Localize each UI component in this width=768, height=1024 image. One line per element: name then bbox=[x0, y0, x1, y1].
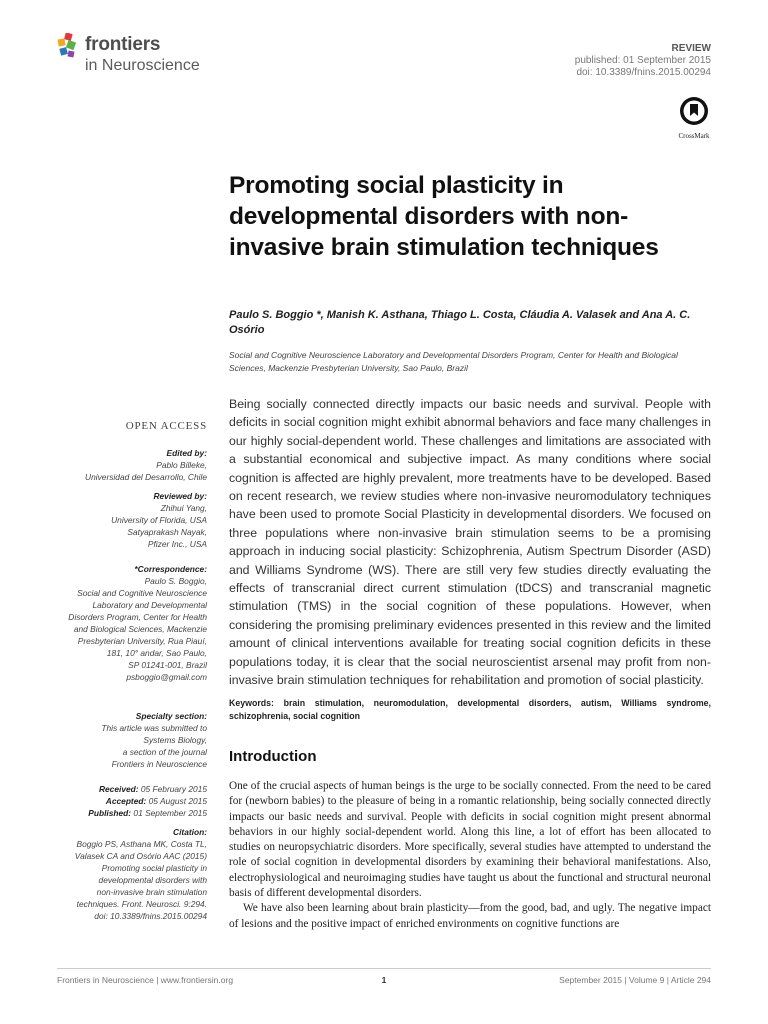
introduction-body bbox=[229, 779, 711, 932]
body-paragraph: We have also been learning about brain plasticity—from the good, bad, and ugly. The negative impact of lesions and the positive impact of enriched environments on cognitive functions are bbox=[229, 902, 711, 930]
published-date: published: 01 September 2015 bbox=[574, 55, 711, 66]
specialty-heading: Specialty section: bbox=[135, 711, 207, 721]
correspondence-line: and Biological Sciences, Mackenzie bbox=[73, 624, 207, 634]
citation-line: Promoting social plasticity in bbox=[101, 863, 207, 873]
footer-issue-info: September 2015 | Volume 9 | Article 294 bbox=[559, 975, 711, 985]
correspondence-line: Disorders Program, Center for Health bbox=[68, 612, 207, 622]
page-footer bbox=[57, 968, 711, 989]
frontiers-logo-icon bbox=[57, 33, 81, 61]
footer-journal-link[interactable]: Frontiers in Neuroscience | www.frontiersin.org bbox=[57, 975, 234, 985]
received-label: Received: bbox=[98, 784, 139, 794]
crossmark-label: CrossMark bbox=[678, 132, 710, 140]
correspondence-heading: *Correspondence: bbox=[134, 564, 207, 574]
open-access-label: OPEN ACCESS bbox=[125, 420, 207, 432]
reviewer-affiliation: Pfizer Inc., USA bbox=[147, 539, 207, 549]
article-type: REVIEW bbox=[671, 43, 711, 54]
keywords: Keywords: brain stimulation, neuromodulation, developmental disorders, autism, Williams syndrome, schizophrenia, social cognition bbox=[229, 698, 711, 721]
body-paragraph: One of the crucial aspects of human beings is the urge to be socially connected. From the need to be cared for (newborn babies) to the pleasure of being in a romantic relationship, being socially connected directly impacts our basic needs and survival. People with deficits in social cognition might present abnormal behaviors in our highly social-dependent world. Along this line, a lot of effort has been allocated to studies on neuropsychiatric disorders. More specifically, several studies have attempted to understand the role of social cognition in developmental disorders by examining their behavioral manifestations. Also, electrophysiological and neuroimaging studies have taught us about the functional and structural neuronal basis of different developmental disorders. bbox=[229, 780, 711, 900]
received-date: 05 February 2015 bbox=[140, 784, 207, 794]
correspondence-line: Laboratory and Developmental bbox=[92, 600, 207, 610]
specialty-line: This article was submitted to bbox=[101, 723, 207, 733]
correspondence-line: Social and Cognitive Neuroscience bbox=[77, 588, 207, 598]
correspondence-line: SP 01241-001, Brazil bbox=[128, 660, 207, 670]
logo-wordmark: frontiers bbox=[85, 34, 161, 55]
crossmark-icon bbox=[679, 96, 709, 126]
citation-line: techniques. Front. Neurosci. 9:294. bbox=[76, 899, 207, 909]
dates-section bbox=[57, 783, 207, 819]
affiliation: Social and Cognitive Neuroscience Laboratory and Developmental Disorders Program, Center for Health and Biological Sciences, Mackenzie Presbyterian University, Sao Paulo, Brazil bbox=[229, 350, 678, 373]
citation-section bbox=[57, 826, 207, 922]
correspondence-line: Presbyterian University, Rua Piauí, bbox=[77, 636, 207, 646]
correspondence-email[interactable]: psboggio@gmail.com bbox=[126, 672, 207, 682]
correspondence-line: Paulo S. Boggio, bbox=[144, 576, 207, 586]
section-heading-introduction: Introduction bbox=[229, 748, 317, 765]
citation-line: Valasek CA and Osório AAC (2015) bbox=[74, 851, 207, 861]
edited-by-section bbox=[57, 447, 207, 483]
specialty-line: Systems Biology, bbox=[143, 735, 207, 745]
crossmark-badge[interactable] bbox=[675, 96, 713, 140]
published-date-sidebar: 01 September 2015 bbox=[133, 808, 207, 818]
editor-affiliation: Universidad del Desarrollo, Chile bbox=[85, 472, 207, 482]
citation-line: non-invasive brain stimulation bbox=[96, 887, 207, 897]
editor-name: Pablo Billeke, bbox=[156, 460, 207, 470]
citation-line: Boggio PS, Asthana MK, Costa TL, bbox=[76, 839, 207, 849]
citation-heading: Citation: bbox=[173, 827, 207, 837]
accepted-date: 05 August 2015 bbox=[148, 796, 207, 806]
specialty-line: Frontiers in Neuroscience bbox=[111, 759, 207, 769]
reviewer-name: Zhihui Yang, bbox=[160, 503, 207, 513]
citation-line: developmental disorders with bbox=[98, 875, 207, 885]
abstract: Being socially connected directly impacts our basic needs and survival. People with deficits in social cognition might exhibit abnormal behaviors and face many challenges in our highly social-dependent world. These challenges and limitations are associated with a substantial economical and subjective impact. As many conditions where social cognition is affected are highly prevalent, more treatments have to be developed. Based on recent research, we review studies where non-invasive neuromodulatory techniques have been used to promote Social Plasticity in developmental disorders. We focused on three populations where non-invasive brain stimulation seems to be a promising approach in inducing social plasticity: Schizophrenia, Autism Spectrum Disorder (ASD) and Williams Syndrome (WS). There are still very few studies directly evaluating the effects of transcranial direct current stimulation (tDCS) and transcranial magnetic stimulation (TMS) in the social cognition of these populations. However, when considering the promising preliminary evidences presented in this review and the limited amount of clinical interventions available for treating social cognition deficits in these populations today, it is clear that the social neuroscientist arsenal may profit from non-invasive brain stimulation techniques for rehabilitation and promotion of social plasticity. bbox=[229, 397, 711, 688]
article-info bbox=[575, 43, 711, 79]
correspondence-line: 181, 10° andar, Sao Paulo, bbox=[106, 648, 207, 658]
specialty-section bbox=[57, 710, 207, 770]
reviewer-name: Satyaprakash Nayak, bbox=[127, 527, 207, 537]
reviewer-affiliation: University of Florida, USA bbox=[111, 515, 207, 525]
logo-journal-name: in Neuroscience bbox=[85, 57, 200, 74]
edited-by-heading: Edited by: bbox=[166, 448, 207, 458]
correspondence-section bbox=[57, 563, 207, 683]
reviewed-by-section bbox=[57, 490, 207, 550]
specialty-line: a section of the journal bbox=[122, 747, 207, 757]
citation-doi[interactable]: doi: 10.3389/fnins.2015.00294 bbox=[94, 911, 207, 921]
doi-link[interactable]: doi: 10.3389/fnins.2015.00294 bbox=[576, 67, 711, 78]
author-list: Paulo S. Boggio *, Manish K. Asthana, Thiago L. Costa, Cláudia A. Valasek and Ana A. C. Osório bbox=[229, 309, 691, 336]
accepted-label: Accepted: bbox=[105, 796, 147, 806]
journal-logo bbox=[57, 33, 227, 83]
reviewed-by-heading: Reviewed by: bbox=[153, 491, 207, 501]
article-title: Promoting social plasticity in developmental disorders with non-invasive brain stimulation techniques bbox=[229, 172, 659, 261]
published-label: Published: bbox=[88, 808, 132, 818]
page-number: 1 bbox=[381, 975, 387, 985]
